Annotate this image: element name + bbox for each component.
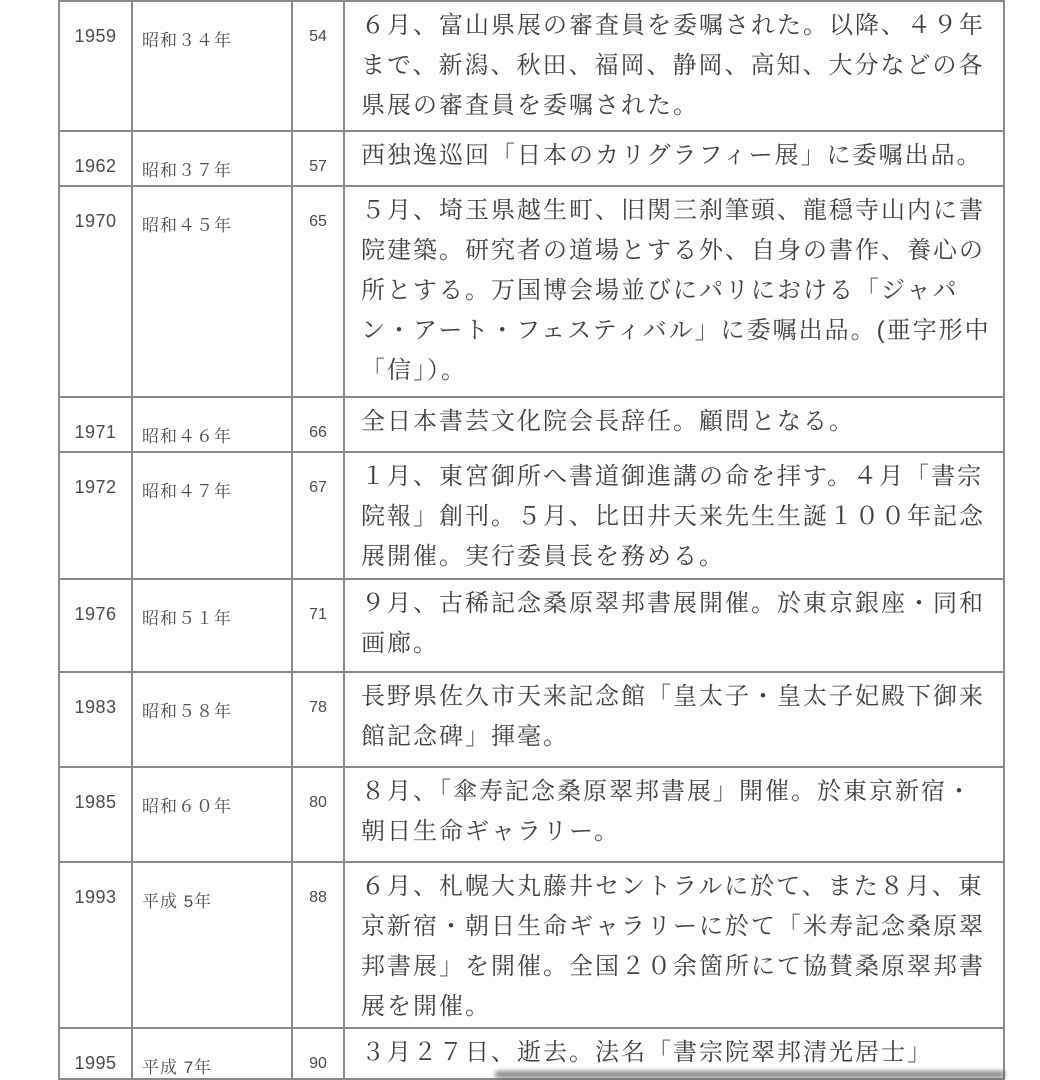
era-cell: 平成 5年 (133, 863, 293, 1027)
year-cell: 1995 (60, 1029, 133, 1078)
table-row (60, 863, 1005, 1029)
age-cell: 67 (293, 453, 345, 578)
events-cell: ６月、富山県展の審査員を委嘱された。以降、４９年まで、新潟、秋田、福岡、静岡、高知、大分などの各県展の審査員を委嘱された。 (345, 2, 1005, 130)
era-cell: 昭和５１年 (133, 580, 293, 671)
era-cell: 昭和６０年 (133, 768, 293, 861)
table-row (60, 132, 1005, 187)
events-cell: ８月、「傘寿記念桑原翠邦書展」開催。於東京新宿・朝日生命ギャラリー。 (345, 768, 1005, 861)
era-cell: 昭和４７年 (133, 453, 293, 578)
age-cell: 71 (293, 580, 345, 671)
events-cell: １月、東宮御所へ書道御進講の命を拝す。４月「書宗院報」創刊。５月、比田井天来先生生誕１００年記念展開催。実行委員長を務める。 (345, 453, 1005, 578)
table-row (60, 398, 1005, 453)
age-cell: 90 (293, 1029, 345, 1078)
table-row (60, 187, 1005, 398)
table-row (60, 2, 1005, 132)
year-cell: 1993 (60, 863, 133, 1027)
age-cell: 65 (293, 187, 345, 396)
era-cell: 昭和３４年 (133, 2, 293, 130)
events-cell: 西独逸巡回「日本のカリグラフィー展」に委嘱出品。 (345, 132, 1005, 185)
events-cell: ５月、埼玉県越生町、旧関三刹筆頭、龍穏寺山内に書院建築。研究者の道場とする外、自身の書作、養心の所とする。万国博会場並びにパリにおける「ジャパン・アート・フェスティバル」に委嘱出品。(亜字形中「信」）。 (345, 187, 1005, 396)
table-row (60, 453, 1005, 580)
year-cell: 1959 (60, 2, 133, 130)
age-cell: 54 (293, 2, 345, 130)
era-cell: 昭和３７年 (133, 132, 293, 185)
year-cell: 1985 (60, 768, 133, 861)
events-cell: ３月２７日、逝去。法名「書宗院翠邦清光居士」 (345, 1029, 1005, 1078)
year-cell: 1971 (60, 398, 133, 451)
era-cell: 昭和５８年 (133, 673, 293, 766)
events-cell: 全日本書芸文化院会長辞任。顧問となる。 (345, 398, 1005, 451)
year-cell: 1976 (60, 580, 133, 671)
year-cell: 1962 (60, 132, 133, 185)
events-cell: ６月、札幌大丸藤井セントラルに於て、また８月、東京新宿・朝日生命ギャラリーに於て「米寿記念桑原翠邦書展」を開催。全国２０余箇所にて協賛桑原翠邦書展を開催。 (345, 863, 1005, 1027)
year-cell: 1983 (60, 673, 133, 766)
events-cell: ９月、古稀記念桑原翠邦書展開催。於東京銀座・同和画廊。 (345, 580, 1005, 671)
year-cell: 1972 (60, 453, 133, 578)
age-cell: 66 (293, 398, 345, 451)
table-row (60, 673, 1005, 768)
age-cell: 80 (293, 768, 345, 861)
table-row (60, 580, 1005, 673)
cropped-content-smear (495, 1071, 1005, 1078)
chronology-table (58, 0, 1005, 1080)
era-cell: 昭和４５年 (133, 187, 293, 396)
age-cell: 57 (293, 132, 345, 185)
year-cell: 1970 (60, 187, 133, 396)
age-cell: 88 (293, 863, 345, 1027)
age-cell: 78 (293, 673, 345, 766)
table-row (60, 768, 1005, 863)
events-cell: 長野県佐久市天来記念館「皇太子・皇太子妃殿下御来館記念碑」揮毫。 (345, 673, 1005, 766)
era-cell: 昭和４６年 (133, 398, 293, 451)
era-cell: 平成 7年 (133, 1029, 293, 1078)
